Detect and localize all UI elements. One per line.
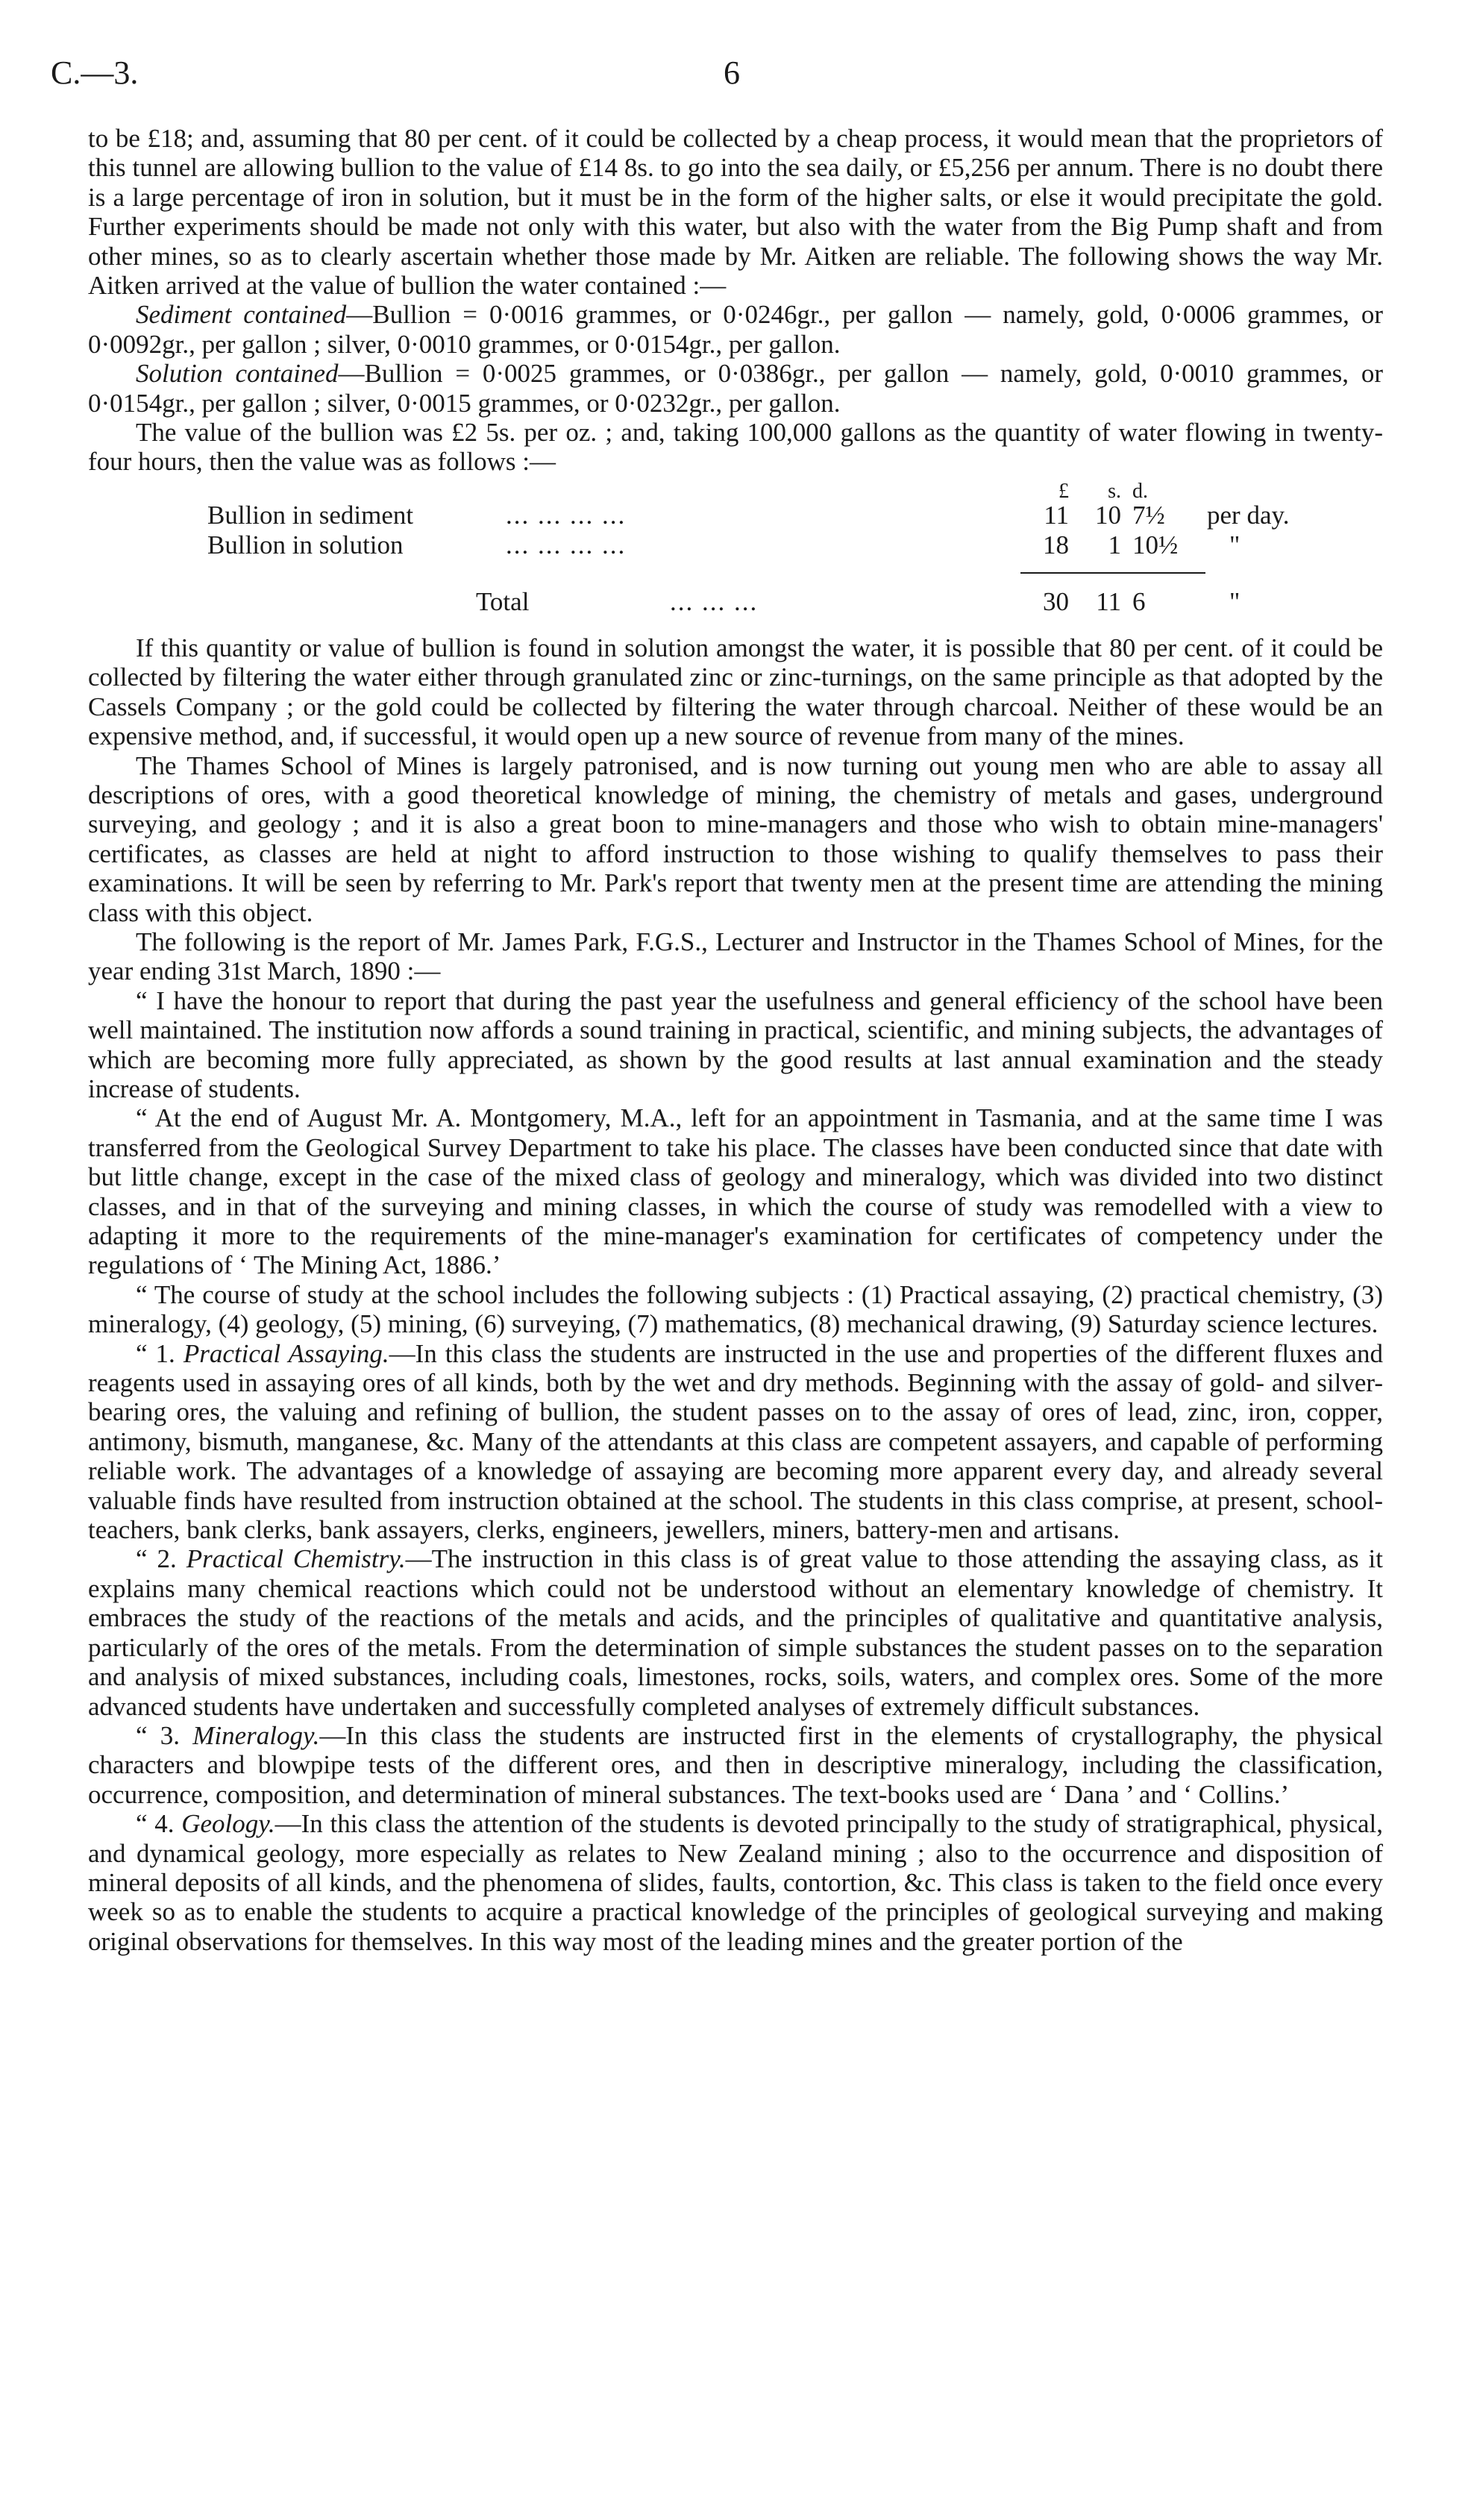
paragraph-geology — [88, 1809, 1383, 1956]
paragraph-report-intro: The following is the report of Mr. James Park, F.G.S., Lecturer and Instructor in the Thames School of Mines, for the year ending 31st March, 1890 :— — [88, 927, 1383, 986]
col-header-pounds: £ — [1058, 479, 1069, 503]
paragraph-solution — [88, 359, 1383, 418]
table-row — [88, 530, 1383, 560]
assaying-text: —In this class the students are instructed in the use and properties of the different fluxes and reagents used in assaying ores of all kinds, both by the wet and dry methods. Beginning with the assay of gold- and silver-bearing ores, the valuing and refining of bullion, the student passes on to the assay of ores of lead, zinc, iron, copper, antimony, bismuth, manganese, &c. Many of the attendants at this class are competent assayers, and capable of performing reliable work. The advantages of a knowledge of assaying are becoming more apparent every day, and already several valuable finds have resulted from instruction obtained at the school. The students in this class comprise, at present, school-teachers, bank clerks, bank assayers, clerks, engineers, jewellers, miners, battery-men and artisans. — [88, 1338, 1383, 1545]
row-dots: ... ... ... ... — [506, 530, 627, 560]
total-note: " — [1229, 586, 1241, 616]
sediment-text: —Bullion = 0·0016 grammes, or 0·0246gr., per gallon — namely, gold, 0·0006 grammes, or 0·0092gr., per gallon ; silver, 0·0010 grammes, or 0·0154gr., per gallon. — [88, 300, 1383, 359]
row-shillings: 10 — [1095, 500, 1121, 530]
col-header-pence: d. — [1132, 479, 1148, 503]
total-pence: 6 — [1132, 586, 1146, 616]
bullion-table — [88, 477, 1383, 633]
col-header-shillings: s. — [1108, 479, 1121, 503]
chemistry-text: —The instruction in this class is of great value to those attending the assaying class, as it explains many chemical reactions which could not be understood without an elementary knowledge of chemistry. It embraces the study of the reactions of the metals and acids, and the principles of qualitative and quantitative analysis, particularly of the ores of the metals. From the determination of simple substances the student passes on to the separation and analysis of mixed substances, including coals, limestones, rocks, soils, waters, and complex ores. Some of the more advanced students have undertaken and successfully completed analyses of extremely difficult substances. — [88, 1544, 1383, 1721]
table-total-row — [88, 587, 1383, 617]
assaying-number: “ 1. — [136, 1338, 175, 1368]
row-note: " — [1229, 530, 1241, 560]
paragraph-sediment — [88, 300, 1383, 359]
mineralogy-label: Mineralogy. — [192, 1720, 320, 1750]
total-dots: ... ... ... — [670, 586, 759, 616]
table-row — [88, 501, 1383, 530]
row-note: per day. — [1207, 500, 1290, 530]
paragraph-assaying — [88, 1339, 1383, 1545]
solution-text: —Bullion = 0·0025 grammes, or 0·0386gr., per gallon — namely, gold, 0·0010 grammes, or 0·0154gr., per gallon ; silver, 0·0015 grammes, or 0·0232gr., per gallon. — [88, 359, 1383, 418]
total-rule — [1020, 572, 1205, 574]
solution-label: Solution contained — [136, 359, 339, 389]
total-shillings: 11 — [1096, 586, 1121, 616]
assaying-label: Practical Assaying. — [183, 1338, 389, 1368]
paragraph-school: The Thames School of Mines is largely patronised, and is now turning out young men who are able to assay all descriptions of ores, with a good theoretical knowledge of mining, the chemistry of metals and gases, underground surveying, and geology ; and it is also a great boon to mine-managers and those who wish to obtain mine-managers' certificates, as classes are held at night to afford instruction to those wishing to qualify themselves to pass their examinations. It will be seen by referring to Mr. Park's report that twenty men at the present time are attending the mining class with this object. — [88, 750, 1383, 927]
total-pounds: 30 — [1043, 586, 1069, 616]
paragraph-mineralogy — [88, 1721, 1383, 1809]
paragraph-report-2: “ At the end of August Mr. A. Montgomery, M.A., left for an appointment in Tasmania, and at the same time I was transferred from the Geological Survey Department to take his place. The classes have been conducted since that date with but little change, except in the case of the mixed class of geology and mineralogy, which was divided into two distinct classes, and in that of the surveying and mining classes, in which the course of study was remodelled with a view to adapting it more to the requirements of the mine-manager's examination for certificates of competency under the regulations of ‘ The Mining Act, 1886.’ — [88, 1103, 1383, 1280]
mineralogy-text: —In this class the students are instructed first in the elements of crystallography, the physical characters and blowpipe tests of the different ores, and then in descriptive mineralogy, including the classification, occurrence, composition, and determination of mineral substances. The text-books used are ‘ Dana ’ and ‘ Collins.’ — [88, 1720, 1383, 1809]
mineralogy-number: “ 3. — [136, 1720, 181, 1750]
geology-label: Geology. — [181, 1809, 275, 1839]
paragraph-1: to be £18; and, assuming that 80 per cent. of it could be collected by a cheap process, it would mean that the proprietors of this tunnel are allowing bullion to the value of £14 8s. to go into the sea daily, or £5,256 per annum. There is no doubt there is a large percentage of iron in solution, but it must be in the form of the higher salts, or else it would precipitate the gold. Further experiments should be made not only with this water, but also with the water from the Big Pump shaft and from other mines, so as to clearly ascertain whether those made by Mr. Aitken are reliable. The following shows the way Mr. Aitken arrived at the value of bullion the water contained :— — [88, 124, 1383, 301]
page-number: 6 — [724, 54, 740, 91]
body-text — [88, 124, 1383, 1956]
total-label: Total — [476, 586, 530, 616]
row-label: Bullion in sediment — [207, 500, 414, 530]
paragraph-report-1: “ I have the honour to report that during the past year the usefulness and general efficiency of the school have been well maintained. The institution now affords a sound training in practical, scientific, and mining subjects, the advantages of which are becoming more fully appreciated, as shown by the good results at last annual examination and the steady increase of students. — [88, 985, 1383, 1103]
chemistry-label: Practical Chemistry. — [186, 1544, 406, 1574]
paragraph-value: The value of the bullion was £2 5s. per oz. ; and, taking 100,000 gallons as the quantity of water flowing in twenty-four hours, then the value was as follows :— — [88, 418, 1383, 477]
row-pounds: 18 — [1043, 530, 1069, 560]
chemistry-number: “ 2. — [136, 1544, 177, 1574]
row-dots: ... ... ... ... — [506, 500, 627, 530]
row-pounds: 11 — [1044, 500, 1069, 530]
row-pence: 7½ — [1132, 500, 1165, 530]
paragraph-chemistry — [88, 1544, 1383, 1720]
geology-number: “ 4. — [136, 1809, 175, 1839]
geology-text: —In this class the attention of the students is devoted principally to the study of stratigraphical, physical, and dynamical geology, more especially as relates to New Zealand mining ; also to the occurrence and disposition of mineral deposits of all kinds, and the phenomena of slides, faults, contortion, &c. This class is taken to the field once every week so as to enable the students to acquire a practical knowledge of the principles of geological surveying and making original observations for themselves. In this way most of the leading mines and the greater portion of the — [88, 1809, 1383, 1956]
row-pence: 10½ — [1132, 530, 1179, 560]
sediment-label: Sediment contained — [136, 300, 347, 330]
paragraph-report-3: “ The course of study at the school includes the following subjects : (1) Practical assaying, (2) practical chemistry, (3) mineralogy, (4) geology, (5) mining, (6) surveying, (7) mathematics, (8) mechanical drawing, (9) Saturday science lectures. — [88, 1279, 1383, 1339]
paragraph-filtering: If this quantity or value of bullion is found in solution amongst the water, it is possible that 80 per cent. of it could be collected by filtering the water either through granulated zinc or zinc-turnings, on the same principle as that adopted by the Cassels Company ; or the gold could be collected by filtering the water through charcoal. Neither of these would be an expensive method, and, if successful, it would open up a new source of revenue from many of the mines. — [88, 633, 1383, 751]
row-label: Bullion in solution — [207, 530, 404, 560]
row-shillings: 1 — [1108, 530, 1121, 560]
document-reference: C.—3. — [51, 54, 139, 91]
